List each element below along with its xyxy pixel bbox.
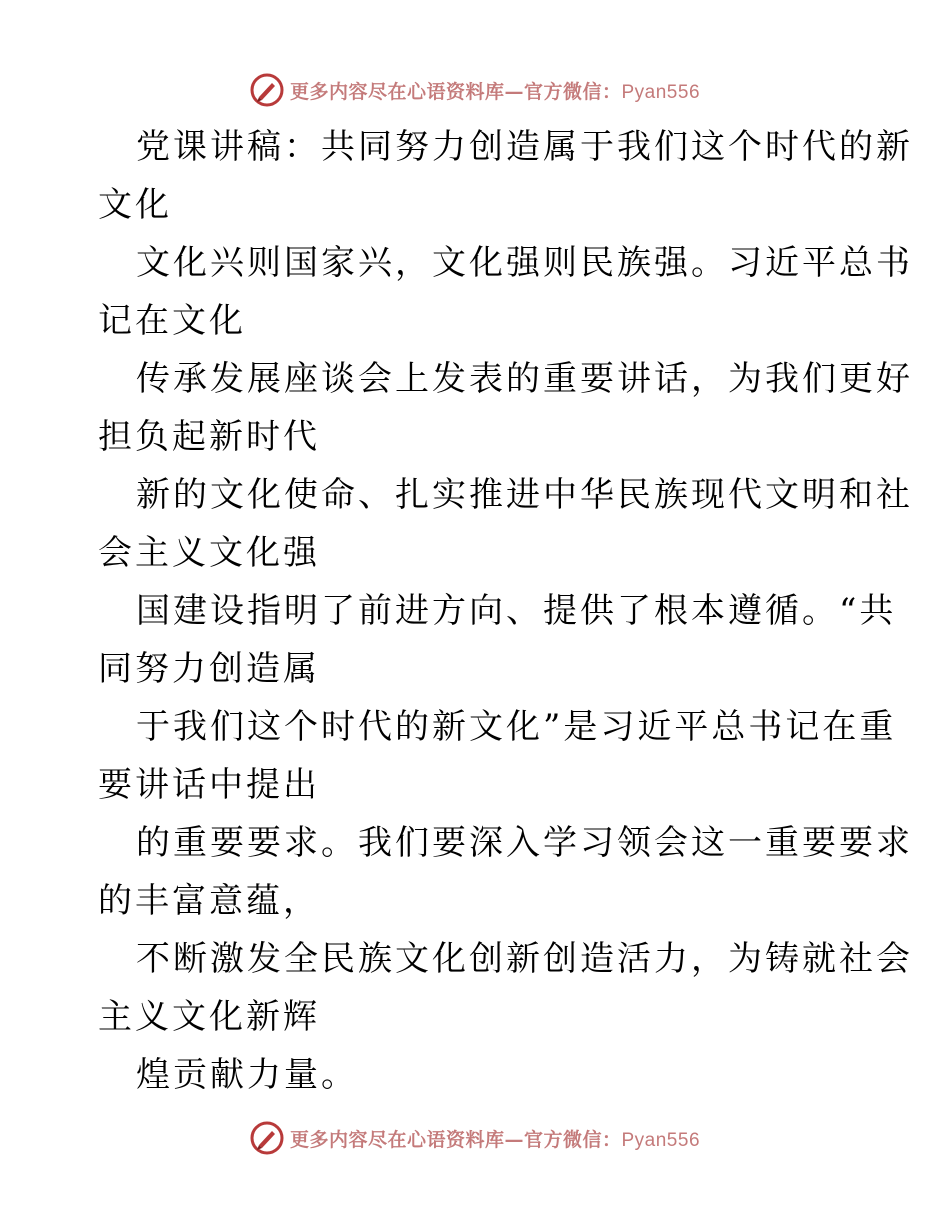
text-line: 煌贡献力量。: [136, 1055, 358, 1095]
text-line: 会主义文化强: [98, 533, 320, 573]
text-line: 要讲话中提出: [98, 765, 320, 805]
text-line: 担负起新时代: [98, 417, 320, 457]
text-line: 的重要要求。我们要深入学习领会这一重要要求: [136, 823, 913, 863]
document-body: [98, 118, 913, 1104]
text-line: 党课讲稿：共同努力创造属于我们这个时代的新: [136, 127, 913, 167]
text-line: 国建设指明了前进方向、提供了根本遵循。“共: [136, 591, 897, 631]
text-line: 同努力创造属: [98, 649, 320, 689]
pen-logo-icon: [250, 73, 284, 107]
text-line: 于我们这个时代的新文化”是习近平总书记在重: [136, 707, 897, 747]
text-line: 文化兴则国家兴，文化强则民族强。习近平总书: [136, 243, 913, 283]
text-line: 的丰富意蕴，: [98, 881, 320, 921]
footer-watermark: [0, 1118, 950, 1158]
pen-logo-icon: [250, 1121, 284, 1155]
text-line: 记在文化: [98, 301, 246, 341]
watermark-text: 更多内容尽在心语资料库—官方微信：Pyan556: [289, 80, 701, 103]
text-line: 主义文化新辉: [98, 997, 320, 1037]
text-line: 文化: [98, 185, 172, 225]
text-line: 新的文化使命、扎实推进中华民族现代文明和社: [136, 475, 913, 515]
text-line: 传承发展座谈会上发表的重要讲话，为我们更好: [136, 359, 913, 399]
text-line: 不断激发全民族文化创新创造活力，为铸就社会: [136, 939, 913, 979]
header-watermark: [0, 70, 950, 110]
watermark-text: 更多内容尽在心语资料库—官方微信：Pyan556: [289, 1128, 701, 1151]
